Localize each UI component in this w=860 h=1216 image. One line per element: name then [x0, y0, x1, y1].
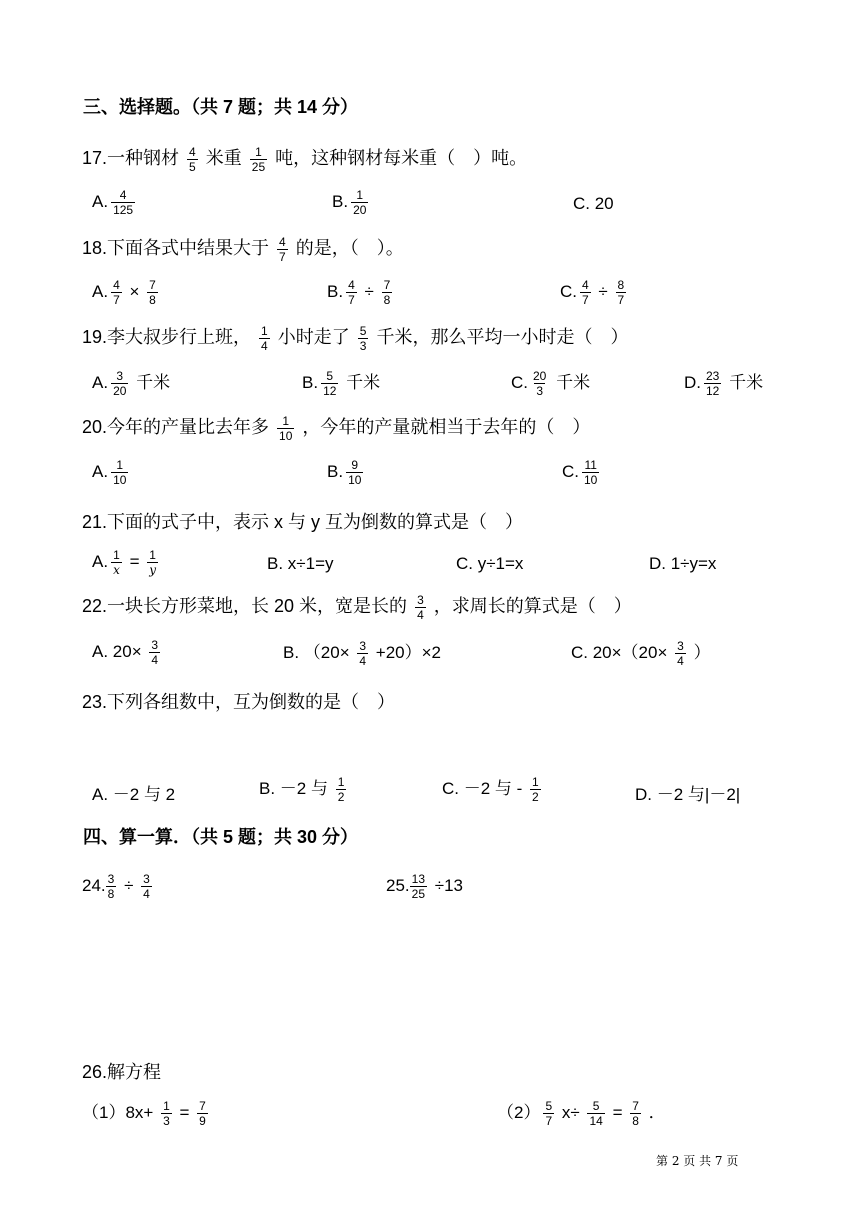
q19-text-b: 小时走了: [277, 327, 350, 347]
unit-text: 千米: [556, 373, 591, 392]
den: 25: [251, 159, 266, 174]
question-number: 25.: [386, 875, 410, 895]
num: 1: [356, 188, 364, 202]
option-fraction-2: [147, 548, 158, 577]
num: 1: [532, 775, 539, 790]
option-label: B.: [327, 461, 344, 481]
option-fraction: [149, 638, 160, 667]
option-fraction: [346, 458, 363, 487]
option-fraction-2: [382, 278, 393, 307]
q18-option-a: [92, 278, 161, 307]
option-label: B.: [327, 281, 344, 301]
num: 3: [151, 638, 159, 652]
q21-option-c: C. y÷1=x: [456, 554, 524, 573]
q19-option-c: [511, 368, 590, 398]
den: 3: [359, 338, 367, 353]
q19-text-a: 19.李大叔步行上班，: [82, 327, 252, 347]
part-text: （1）8x+: [82, 1103, 154, 1122]
page-number-footer: 第 2 页 共 7 页: [656, 1154, 739, 1168]
num: 11: [584, 458, 597, 472]
num: 5: [326, 369, 334, 384]
option-text-post: ）: [693, 643, 711, 662]
option-label: A.: [92, 191, 109, 211]
q20-text-a: 20.今年的产量比去年多: [82, 417, 270, 437]
unit-text: 千米: [136, 373, 171, 392]
q26-part-1: [82, 1098, 211, 1128]
den: 7: [113, 293, 120, 307]
q17-option-c: C. 20: [573, 194, 614, 213]
option-fraction: [582, 458, 599, 487]
den: 9: [199, 1114, 206, 1129]
option-text-pre: C. 20×（20×: [571, 643, 668, 662]
num: 4: [189, 144, 196, 159]
num: 3: [359, 639, 367, 654]
option-fraction: [704, 369, 721, 398]
question-23-stem: 23.下列各组数中，互为倒数的是（ ）: [82, 692, 396, 712]
equals: =: [179, 1103, 190, 1122]
q22-option-a: [92, 638, 163, 667]
den: 4: [151, 653, 159, 667]
q17-text-a: 17.一种钢材: [82, 148, 180, 168]
q23-option-d: D. －2 与|－2|: [635, 785, 741, 804]
var-x: x: [113, 563, 120, 577]
den: 14: [589, 1114, 603, 1129]
option-fraction-2: [616, 278, 627, 307]
den: 7: [348, 293, 355, 307]
fraction-7-8: [630, 1099, 641, 1128]
num: 1: [282, 413, 290, 428]
num: 9: [351, 458, 359, 472]
fraction-5-14: [587, 1099, 604, 1128]
q19-text-c: 千米，那么平均一小时走（ ）: [376, 327, 629, 347]
option-fraction-1: [346, 278, 357, 307]
question-18-stem: [82, 234, 404, 264]
option-fraction-1: [111, 278, 122, 307]
q20-fraction-1-10: [277, 414, 294, 443]
fraction-5-7: [543, 1099, 554, 1128]
den: 4: [677, 654, 684, 669]
q22-fraction-3-4: [415, 593, 426, 622]
den: 4: [261, 338, 268, 353]
fraction-13-25: [410, 872, 427, 901]
num: 1: [113, 548, 120, 562]
den: 10: [348, 473, 362, 487]
fraction-1-3: [161, 1099, 172, 1128]
num: 7: [199, 1099, 206, 1114]
question-17-stem: [82, 144, 527, 174]
q17-option-b: [332, 188, 371, 217]
option-fraction: [336, 775, 347, 804]
q26-part-2: [497, 1098, 666, 1128]
option-label: A.: [92, 373, 109, 392]
num: 1: [116, 458, 124, 472]
den: 7: [279, 249, 286, 264]
option-fraction: [357, 639, 368, 668]
q17-fraction-1-25: [250, 145, 267, 174]
num: 1: [337, 775, 345, 790]
option-text: B. －2 与: [259, 779, 328, 798]
q19-option-b: [302, 368, 380, 398]
expression-tail: ÷13: [434, 875, 463, 895]
q22-option-c: [571, 638, 711, 668]
option-fraction: [111, 458, 128, 487]
q18-fraction-4-7: [277, 235, 288, 264]
operator: ÷: [598, 281, 608, 301]
den: 5: [189, 159, 196, 174]
option-fraction: [111, 188, 135, 217]
q22-text-b: ，求周长的算式是（ ）: [433, 596, 632, 616]
den: 8: [149, 293, 156, 307]
num: 5: [592, 1099, 600, 1114]
part-text: （2）: [497, 1103, 541, 1122]
den: 10: [279, 428, 293, 443]
fraction-7-9: [197, 1099, 208, 1128]
option-fraction: [531, 369, 548, 398]
den: 3: [163, 1114, 170, 1129]
q23-option-a: A. －2 与 2: [92, 785, 176, 804]
num: 5: [359, 323, 367, 338]
option-fraction: [321, 369, 338, 398]
q18-option-c: [560, 278, 629, 307]
question-26-title: 26.解方程: [82, 1062, 162, 1082]
operator: ÷: [364, 281, 374, 301]
option-label: C.: [562, 461, 579, 481]
den: 2: [532, 790, 539, 805]
den: 25: [411, 887, 425, 901]
q23-option-c: [442, 774, 544, 804]
fraction-3-4: [141, 872, 152, 901]
num: 4: [279, 234, 286, 249]
option-label: B.: [332, 191, 349, 211]
den: 4: [143, 887, 150, 901]
q19-option-a: [92, 368, 170, 398]
den: 2: [337, 790, 345, 805]
operator: ÷: [124, 875, 134, 895]
den: 7: [545, 1114, 553, 1129]
question-number: 24.: [82, 875, 106, 895]
option-fraction: [675, 639, 686, 668]
q18-option-b: [327, 278, 395, 307]
option-text: A. 20×: [92, 641, 142, 661]
den: [147, 562, 158, 577]
den: 4: [417, 607, 424, 622]
option-label: A.: [92, 461, 109, 481]
period: ．: [648, 1103, 666, 1122]
option-text-pre: B. （20×: [283, 643, 350, 662]
q21-option-d: D. 1÷y=x: [649, 554, 717, 573]
den: 125: [113, 203, 134, 217]
option-text-post: +20）×2: [375, 643, 442, 662]
q20-text-b: ，今年的产量就相当于去年的（ ）: [302, 417, 591, 437]
q19-fraction-1-4: [259, 324, 270, 353]
den: 12: [706, 384, 720, 399]
num: 20: [533, 369, 547, 384]
den: 20: [113, 384, 127, 399]
question-24: [82, 872, 155, 901]
q20-option-a: [92, 458, 131, 487]
q18-text-a: 18.下面各式中结果大于: [82, 238, 270, 258]
fraction-3-8: [106, 872, 117, 901]
section-3-heading: 三、选择题。（共 7 题；共 14 分）: [83, 97, 359, 117]
num: 13: [411, 872, 425, 886]
option-fraction: [530, 775, 541, 804]
den: 10: [584, 473, 598, 487]
question-19-stem: [82, 323, 628, 353]
den: 12: [323, 384, 337, 399]
den: 4: [359, 654, 367, 669]
num: 1: [261, 323, 268, 338]
den: 7: [582, 293, 589, 307]
den: 3: [536, 384, 544, 399]
q21-option-b: B. x÷1=y: [267, 554, 334, 573]
den: 8: [632, 1114, 639, 1129]
num: 1: [163, 1099, 170, 1114]
num: 7: [149, 278, 156, 292]
operator: ×: [129, 281, 140, 301]
den: 10: [113, 473, 127, 487]
num: 8: [617, 278, 625, 292]
equals: =: [129, 551, 140, 571]
var-y: y: [149, 563, 157, 577]
q23-option-b: [259, 774, 349, 804]
part-text-mid: x÷: [561, 1103, 580, 1122]
q20-option-b: [327, 458, 366, 487]
num: 3: [116, 369, 124, 384]
option-label: B.: [302, 373, 319, 392]
option-fraction: [111, 369, 128, 398]
num: 3: [107, 872, 115, 886]
den: 20: [353, 203, 367, 217]
unit-text: 千米: [346, 373, 381, 392]
num: 3: [677, 639, 684, 654]
den: 8: [107, 887, 115, 901]
q18-text-b: 的是，（ ）。: [295, 238, 404, 258]
num: 7: [383, 278, 391, 292]
num: 4: [119, 188, 127, 202]
num: 4: [348, 278, 355, 292]
section-4-heading: 四、算一算．（共 5 题；共 30 分）: [83, 827, 359, 847]
q19-fraction-5-3: [358, 324, 369, 353]
num: 4: [113, 278, 120, 292]
q17-text-b: 米重: [205, 148, 242, 168]
num: 1: [149, 548, 156, 562]
num: 3: [417, 592, 424, 607]
question-20-stem: [82, 413, 590, 443]
question-21-stem: 21.下面的式子中，表示 x 与 y 互为倒数的算式是（ ）: [82, 512, 524, 532]
q22-option-b: [283, 638, 441, 668]
option-fraction-1: [580, 278, 591, 307]
option-fraction: [351, 188, 368, 217]
option-label: D.: [684, 373, 701, 392]
num: 1: [255, 144, 262, 159]
question-22-stem: [82, 592, 632, 622]
num: 3: [143, 872, 150, 886]
equals: =: [612, 1103, 623, 1122]
q17-text-c: 吨，这种钢材每米重（ ）吨。: [275, 148, 528, 168]
num: 5: [545, 1099, 553, 1114]
q21-option-a: [92, 548, 161, 577]
num: 23: [706, 369, 720, 384]
q22-text-a: 22.一块长方形菜地，长 20 米，宽是长的: [82, 596, 408, 616]
q20-option-c: [562, 458, 602, 487]
option-fraction-1: [111, 548, 122, 577]
q17-option-a: [92, 188, 138, 217]
unit-text: 千米: [729, 373, 764, 392]
option-label: A.: [92, 281, 109, 301]
question-25: [386, 872, 463, 901]
den: 8: [383, 293, 391, 307]
option-label: C.: [560, 281, 577, 301]
num: 7: [632, 1099, 639, 1114]
option-text: C. －2 与 -: [442, 779, 523, 798]
option-label: C.: [511, 373, 528, 392]
option-fraction-2: [147, 278, 158, 307]
q19-option-d: [684, 368, 763, 398]
q17-fraction-4-5: [187, 145, 198, 174]
den: [111, 562, 122, 577]
num: 4: [582, 278, 589, 292]
den: 7: [617, 293, 625, 307]
option-label: A.: [92, 551, 109, 571]
